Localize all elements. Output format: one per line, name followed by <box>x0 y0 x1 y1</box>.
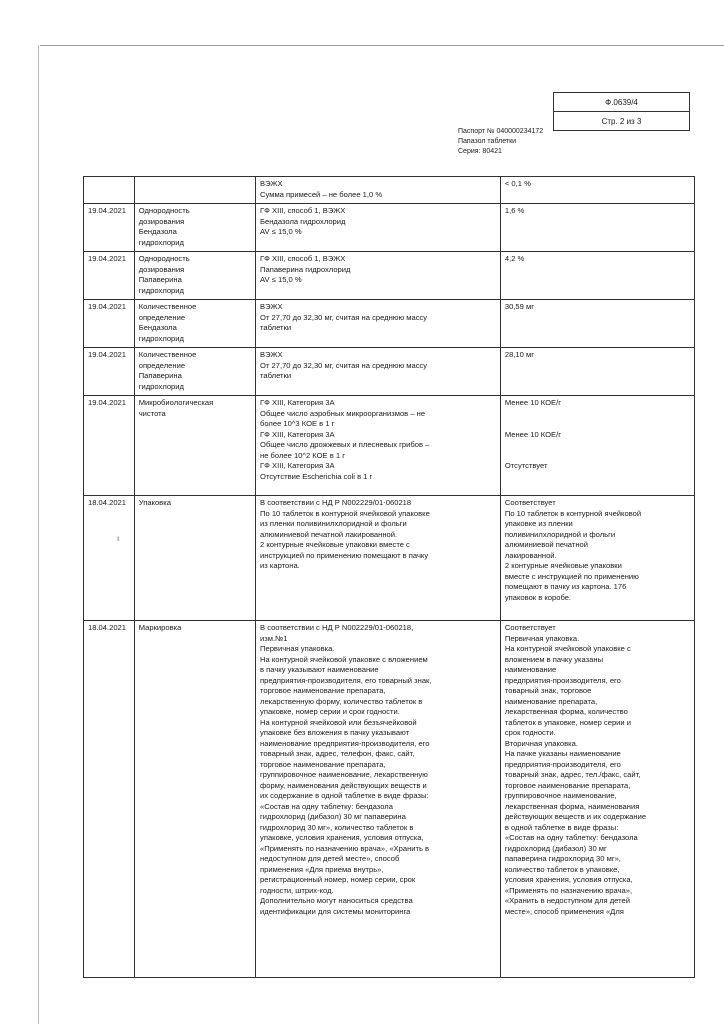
row-result: 28,10 мг <box>500 348 694 396</box>
form-stamp <box>553 92 690 131</box>
passport-header <box>458 127 543 157</box>
result-aerobic: Менее 10 КОЕ/г <box>504 398 561 407</box>
row-date: 19.04.2021 <box>84 396 135 496</box>
row-method: ГФ XIII, Категория 3А Общее число аэробных микроорганизмов – не более 10^3 КОЕ в 1 г ГФ XIII, Категория 3А Общее число дрожжевых и плесневых грибов – не более 10^2 КОЕ в 1 г ГФ XIII, Категория 3А Отсутствие Escherichia coli в 1 г <box>256 396 501 496</box>
quality-table <box>83 176 695 978</box>
table-row <box>84 204 695 252</box>
row-method: ГФ XIII, способ 1, ВЭЖХ Бендазола гидрохлорид AV ≤ 15,0 % <box>256 204 501 252</box>
row-parameter: Маркировка <box>134 621 255 978</box>
table-row <box>84 396 695 496</box>
row-result: 1,6 % <box>500 204 694 252</box>
row-result <box>500 396 694 496</box>
table-row <box>84 621 695 978</box>
table-row <box>84 496 695 621</box>
row-method: В соответствии с НД Р N002229/01-060218 По 10 таблеток в контурной ячейковой упаковке из пленки поливинилхлоридной и фольги алюминиевой печатной лакированной. 2 контурные ячейковые упаковки вместе с инструкцией по применению помещают в пачку из картона. <box>256 496 501 621</box>
row-result: 4,2 % <box>500 252 694 300</box>
row-parameter <box>134 177 255 204</box>
row-method: ВЭЖХ Сумма примесей – не более 1,0 % <box>256 177 501 204</box>
margin-mark: ı <box>117 534 120 543</box>
passport-number: Паспорт № 040000234172 <box>458 128 544 135</box>
row-date: 18.04.2021 <box>84 496 135 621</box>
result-ecoli: Отсутствует <box>504 461 548 470</box>
result-yeast: Менее 10 КОЕ/г <box>504 429 561 439</box>
row-method: ВЭЖХ От 27,70 до 32,30 мг, считая на среднюю массу таблетки <box>256 348 501 396</box>
table-row <box>84 300 695 348</box>
row-result: < 0,1 % <box>500 177 694 204</box>
left-rule <box>38 45 39 1024</box>
row-method: В соответствии с НД Р N002229/01-060218, изм.№1 Первичная упаковка. На контурной ячейковой упаковке с вложением в пачку указывают наименование предприятия-производителя, его товарный знак, торговое наименование препарата, лекарственную форму, количество таблеток в упаковке, номер серии и срок годности. На контурной ячейковой или безъячейковой упаковке без вложения в пачку указывают наименование предприятия-производителя, его товарный знак, адрес, телефон, факс, сайт, торговое наименование препарата, группировочное наименование, лекарственную форму, наименования действующих веществ и их содержание в одной таблетке в виде фразы: «Состав на одну таблетку: бендазола гидрохлорид (дибазол) 30 мг папаверина гидрохлорид 30 мг», количество таблеток в упаковке, условия хранения, условия отпуска, «Применять по назначению врача», «Хранить в недоступном для детей месте», способ применения «Для приема внутрь», регистрационный номер, номер серии, срок годности, штрих-код. Дополнительно могут наноситься средства идентификации для системы мониторинга <box>256 621 501 978</box>
row-parameter: Однородность дозирования Папаверина гидрохлорид <box>134 252 255 300</box>
table-row <box>84 252 695 300</box>
table-row <box>84 348 695 396</box>
batch-number: Серия: 80421 <box>458 148 502 155</box>
row-parameter: Количественное определение Папаверина гидрохлорид <box>134 348 255 396</box>
row-parameter: Количественное определение Бендазола гидрохлорид <box>134 300 255 348</box>
row-date: 19.04.2021 <box>84 204 135 252</box>
row-method: ВЭЖХ От 27,70 до 32,30 мг, считая на среднюю массу таблетки <box>256 300 501 348</box>
row-parameter: Упаковка <box>134 496 255 621</box>
page-number: Стр. 2 из 3 <box>554 112 690 131</box>
row-result: Соответствует Первичная упаковка. На контурной ячейковой упаковке с вложением в пачку указаны наименование предприятия-производителя, его товарный знак, торговое наименование препарата, лекарственная форма, количество таблеток в упаковке, номер серии и срок годности. Вторичная упаковка. На пачке указаны наименование предприятия-производителя, его товарный знак, адрес, тел./факс, сайт, торговое наименование препарата, группировочное наименование, лекарственная форма, наименования действующих веществ и их содержание в одной таблетке в виде фразы: «Состав на одну таблетку: бендазола гидрохлорид (дибазол) 30 мг папаверина гидрохлорид 30 мг», количество таблеток в упаковке, условия хранения, условия отпуска, «Применять по назначению врача», «Хранить в недоступном для детей месте», способ применения «Для <box>500 621 694 978</box>
row-result: 30,59 мг <box>500 300 694 348</box>
row-result: Соответствует По 10 таблеток в контурной ячейковой упаковке из пленки поливинилхлоридной и фольги алюминиевой печатной лакированной. 2 контурные ячейковые упаковки вместе с инструкцией по применению помещают в пачку из картона. 176 упаковок в коробе. <box>500 496 694 621</box>
row-date <box>84 177 135 204</box>
table-row <box>84 177 695 204</box>
row-method: ГФ XIII, способ 1, ВЭЖХ Папаверина гидрохлорид AV ≤ 15,0 % <box>256 252 501 300</box>
product-name: Папазол таблетки <box>458 138 517 145</box>
row-date: 19.04.2021 <box>84 348 135 396</box>
row-date: 18.04.2021 <box>84 621 135 978</box>
top-rule <box>40 45 724 46</box>
row-date: 19.04.2021 <box>84 252 135 300</box>
row-parameter: Микробиологическая чистота <box>134 396 255 496</box>
form-number: Ф.0639/4 <box>554 93 690 112</box>
row-date: 19.04.2021 <box>84 300 135 348</box>
row-parameter: Однородность дозирования Бендазола гидрохлорид <box>134 204 255 252</box>
